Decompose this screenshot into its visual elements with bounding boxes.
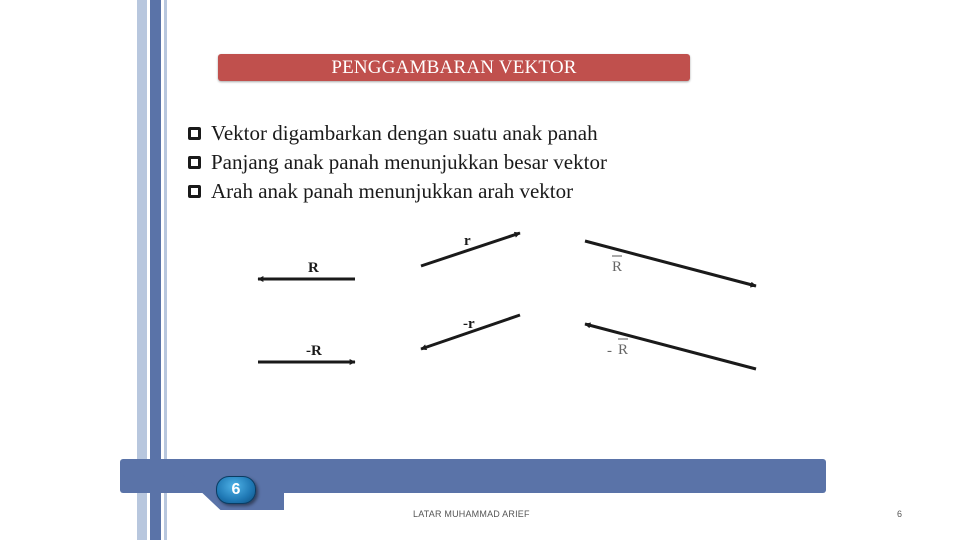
bullet-text: Arah anak panah menunjukkan arah vektor: [211, 179, 574, 203]
vector-R-label: R: [308, 260, 319, 276]
vector-neg-r-label: -r: [463, 316, 475, 332]
slide-title: PENGGAMBARAN VEKTOR: [331, 57, 577, 78]
slide-number-badge: 6: [216, 476, 256, 504]
vector-neg-R-label: -R: [306, 343, 322, 359]
footer-author: LATAR MUHAMMAD ARIEF: [413, 509, 530, 519]
vector-R-vec-arrow: [585, 241, 756, 286]
vector-r-label: r: [464, 233, 471, 249]
footer-page-number: 6: [897, 509, 903, 519]
vector-R-vec-label: R: [612, 259, 623, 275]
bullet-text: Panjang anak panah menunjukkan besar vektor: [211, 150, 607, 174]
vector-neg-R-vec-prefix: -: [607, 343, 612, 359]
vector-neg-R-vec-label: R: [618, 342, 629, 358]
bullet-text: Vektor digambarkan dengan suatu anak panah: [211, 121, 598, 145]
